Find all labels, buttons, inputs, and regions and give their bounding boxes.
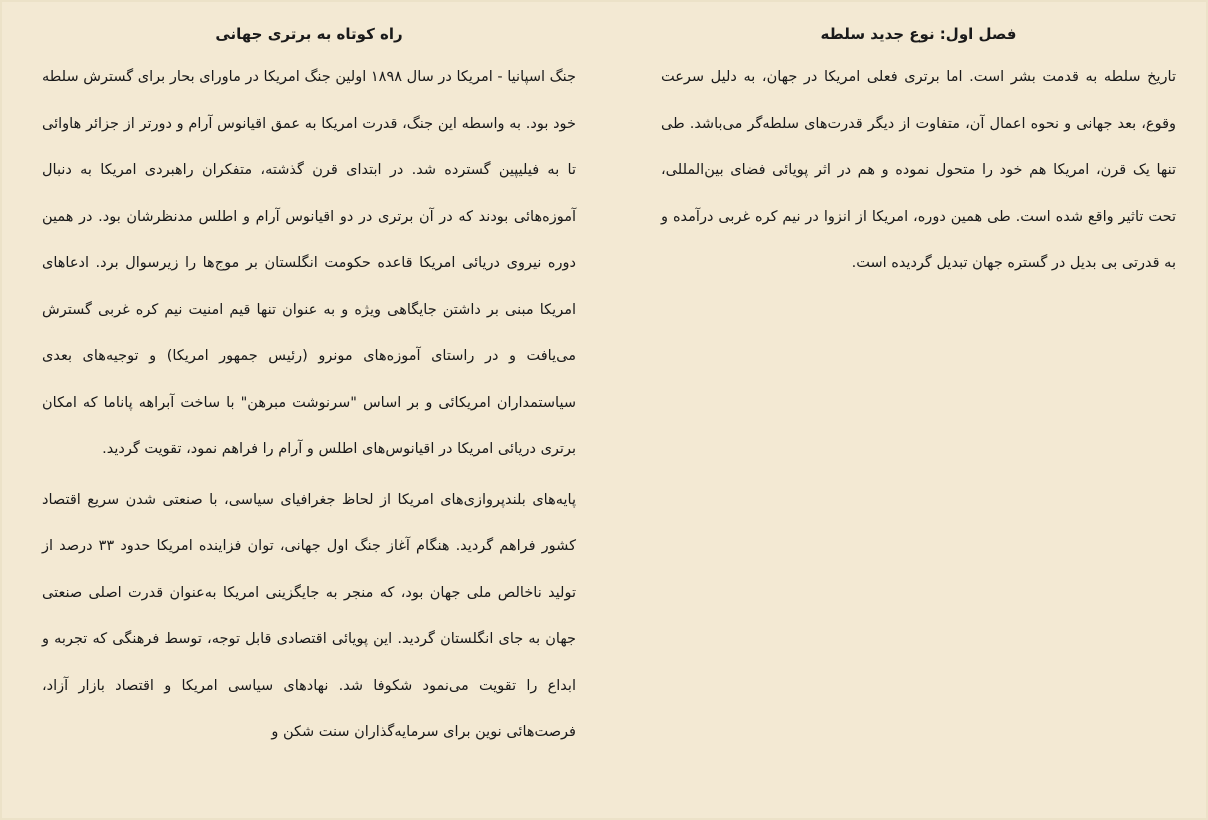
chapter-paragraph: تاریخ سلطه به قدمت بشر است. اما برتری فعلی امریکا در جهان، به دلیل سرعت وقوع، بعد جهانی و نحوه اعمال آن، متفاوت از دیگر قدرت‌های سلطه‌گر می‌باشد. طی تنها یک قرن، امریکا هم خود را متحول نموده و هم در اثر پویائی فضای بین‌المللی، تحت تاثیر واقع شده است. طی همین دوره، امریکا از انزوا در نیم کره غربی درآمده و به قدرتی بی بدیل در گستره جهان تبدیل گردیده است. <box>661 69 1176 271</box>
section-column <box>42 14 576 756</box>
section-paragraph: پایه‌های بلندپروازی‌های امریکا از لحاظ جغرافیای سیاسی، با صنعتی شدن سریع اقتصاد کشور فراهم گردید. هنگام آغاز جنگ اول جهانی، توان فزاینده امریکا حدود ۳۳ درصد از تولید ناخالص ملی جهان بود، که منجر به جایگزینی امریکا به‌عنوان قدرت اصلی صنعتی جهان به جای انگلستان گردید. این پویائی اقتصادی قابل توجه، توسط فرهنگی که تجربه و ابداع را تقویت می‌نمود شکوفا شد. نهادهای سیاسی امریکا و اقتصاد بازار آزاد، فرصت‌هائی نوین برای سرمایه‌گذاران سنت شکن و <box>42 491 576 740</box>
chapter-column <box>661 14 1176 287</box>
chapter-title: فصل اول: نوع جدید سلطه <box>820 25 1017 43</box>
section-title: راه کوتاه به برتری جهانی <box>215 25 403 43</box>
section-paragraph: جنگ اسپانیا - امریکا در سال ۱۸۹۸ اولین جنگ امریکا در ماورای بحار برای گسترش سلطه خود بود. به واسطه این جنگ، قدرت امریکا به عمق اقیانوس آرام و دورتر از جزائر هاوائی تا به فیلیپین گسترده شد. در ابتدای قرن گذشته، متفکران راهبردی امریکا به دنبال آموزه‌هائی بودند که در آن برتری در دو اقیانوس آرام و اطلس مدنظرشان بود. در همین دوره نیروی دریائی امریکا قاعده حکومت انگلستان بر موج‌ها را زیرسوال برد. ادعاهای امریکا مبنی بر داشتن جایگاهی ویژه و به عنوان تنها قیم امنیت نیم کره غربی گسترش می‌یافت و در راستای آموزه‌های مونرو (رئیس جمهور امریکا) و توجیه‌های بعدی سیاستمداران امریکائی و بر اساس "سرنوشت مبرهن" با ساخت آبراهه پاناما که امکان برتری دریائی امریکا در اقیانوس‌های اطلس و آرام را فراهم نمود، تقویت گردید. <box>42 69 576 457</box>
